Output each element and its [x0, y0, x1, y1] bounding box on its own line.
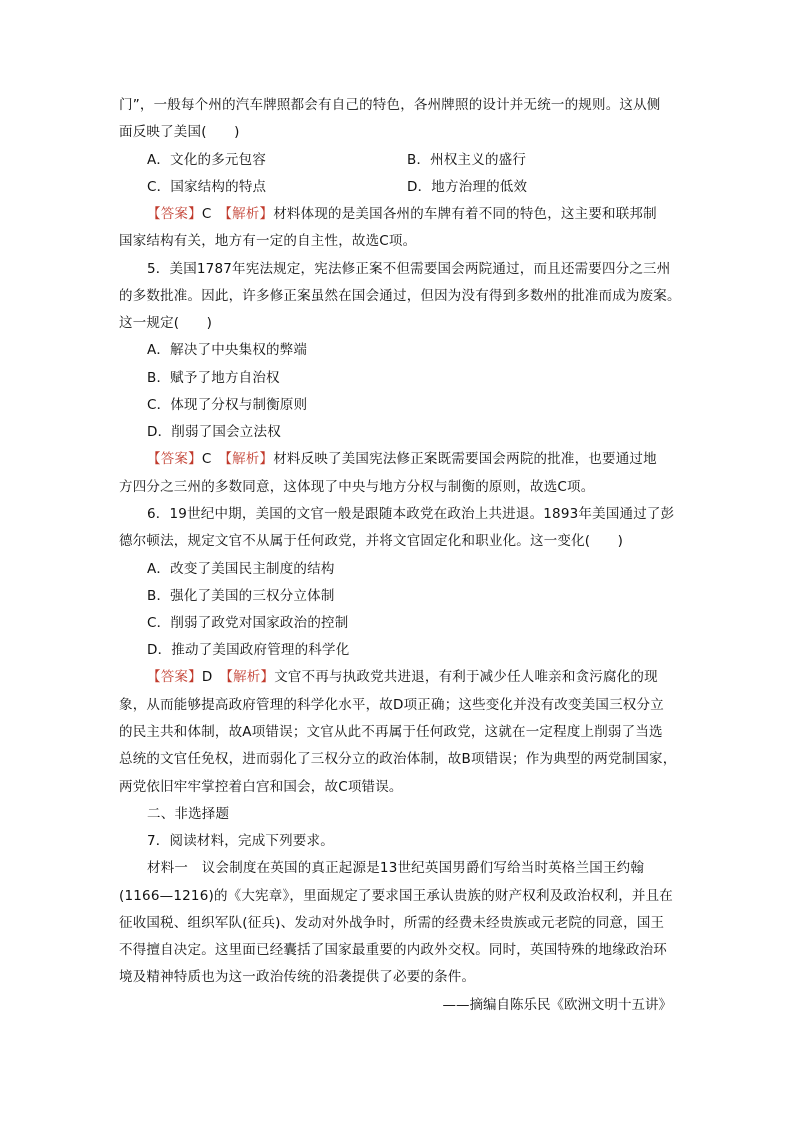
q5-stem-line: 的多数批准。因此，许多修正案虽然在国会通过，但因为没有得到多数州的批准而成为废案。: [119, 288, 681, 304]
q6-option-b: B．强化了美国的三权分立体制: [147, 588, 335, 604]
q6-analysis-line: 的民主共和体制，故A项错误；文官从此不再属于任何政党，这就在一定程度上削弱了当选: [119, 724, 663, 740]
q6-analysis-line: 总统的文官任免权，进而弱化了三权分立的政治体制，故B项错误；作为典型的两党制国家，: [119, 751, 677, 767]
q6-option-a: A．改变了美国民主制度的结构: [147, 561, 335, 577]
q6-answer-line: [147, 667, 658, 687]
analysis-text: 材料反映了美国宪法修正案既需要国会两院的批准，也要通过地: [273, 451, 657, 467]
analysis-tag: 【解析】: [226, 669, 275, 685]
q6-option-c: C．削弱了政党对国家政治的控制: [147, 615, 349, 631]
material-line: 不得擅自决定。这里面已经囊括了国家最重要的内政外交权。同时，英国特殊的地缘政治环: [119, 942, 667, 958]
q4-option-b: B．州权主义的盛行: [407, 152, 527, 168]
q4-answer-line: [147, 204, 657, 224]
q6-stem-line: 德尔顿法，规定文官不从属于任何政党，并将文官固定化和职业化。这一变化( ): [119, 533, 624, 549]
material-line: 材料一 议会制度在英国的真正起源是13世纪英国男爵们写给当时英格兰国王约翰: [147, 860, 645, 876]
material-line: 征收国税、组织军队(征兵)、发动对外战争时，所需的经费未经贵族或元老院的同意，国王: [119, 915, 665, 931]
answer-value: C: [201, 206, 212, 222]
q6-stem-line: 6．19世纪中期，美国的文官一般是跟随本政党在政治上共进退。1893年美国通过了彭: [147, 506, 675, 522]
q7-stem: 7．阅读材料，完成下列要求。: [147, 833, 334, 849]
q4-stem-line: 面反映了美国( ): [119, 124, 240, 140]
q4-stem-line: 门”，一般每个州的汽车牌照都会有自己的特色，各州牌照的设计并无统一的规则。这从侧: [119, 97, 661, 113]
material-line: 境及精神特质也为这一政治传统的沿袭提供了必要的条件。: [119, 969, 476, 985]
analysis-text: 文官不再与执政党共进退，有利于减少任人唯亲和贪污腐化的现: [274, 669, 658, 685]
q4-option-c: C．国家结构的特点: [147, 179, 267, 195]
analysis-text: 材料体现的是美国各州的车牌有着不同的特色，这主要和联邦制: [273, 206, 657, 222]
q5-analysis-line: 方四分之三州的多数同意，这体现了中央与地方分权与制衡的原则，故选C项。: [119, 479, 595, 495]
answer-value: C: [201, 451, 212, 467]
q6-option-d: D．推动了美国政府管理的科学化: [147, 642, 350, 658]
q5-option-d: D．削弱了国会立法权: [147, 424, 281, 440]
q5-stem-line: 5．美国1787年宪法规定，宪法修正案不但需要国会两院通过，而且还需要四分之三州: [147, 261, 671, 277]
q5-option-c: C．体现了分权与制衡原则: [147, 397, 308, 413]
answer-value: D: [201, 669, 213, 685]
answer-tag: 【答案】: [147, 451, 202, 467]
q4-option-a: A．文化的多元包容: [147, 152, 267, 168]
q5-answer-line: [147, 449, 657, 469]
answer-tag: 【答案】: [147, 206, 202, 222]
section-heading: 二、非选择题: [147, 806, 230, 822]
q5-option-b: B．赋予了地方自治权: [147, 370, 280, 386]
q6-analysis-line: 两党依旧牢牢掌控着白宫和国会，故C项错误。: [119, 779, 403, 795]
material-source: ——摘编自陈乐民《欧洲文明十五讲》: [442, 997, 672, 1013]
q4-analysis-line: 国家结构有关，地方有一定的自主性，故选C项。: [119, 233, 417, 249]
q6-analysis-line: 象，从而能够提高政府管理的科学化水平，故D项正确；这些变化并没有改变美国三权分立: [119, 697, 664, 713]
answer-tag: 【答案】: [147, 669, 202, 685]
q5-option-a: A．解决了中央集权的弊端: [147, 342, 308, 358]
q4-option-d: D．地方治理的低效: [407, 179, 528, 195]
analysis-tag: 【解析】: [225, 206, 274, 222]
material-line: (1166—1216)的《大宪章》，里面规定了要求国王承认贵族的财产权利及政治权利，并且在: [119, 888, 673, 904]
analysis-tag: 【解析】: [225, 451, 274, 467]
q5-stem-line: 这一规定( ): [119, 315, 213, 331]
